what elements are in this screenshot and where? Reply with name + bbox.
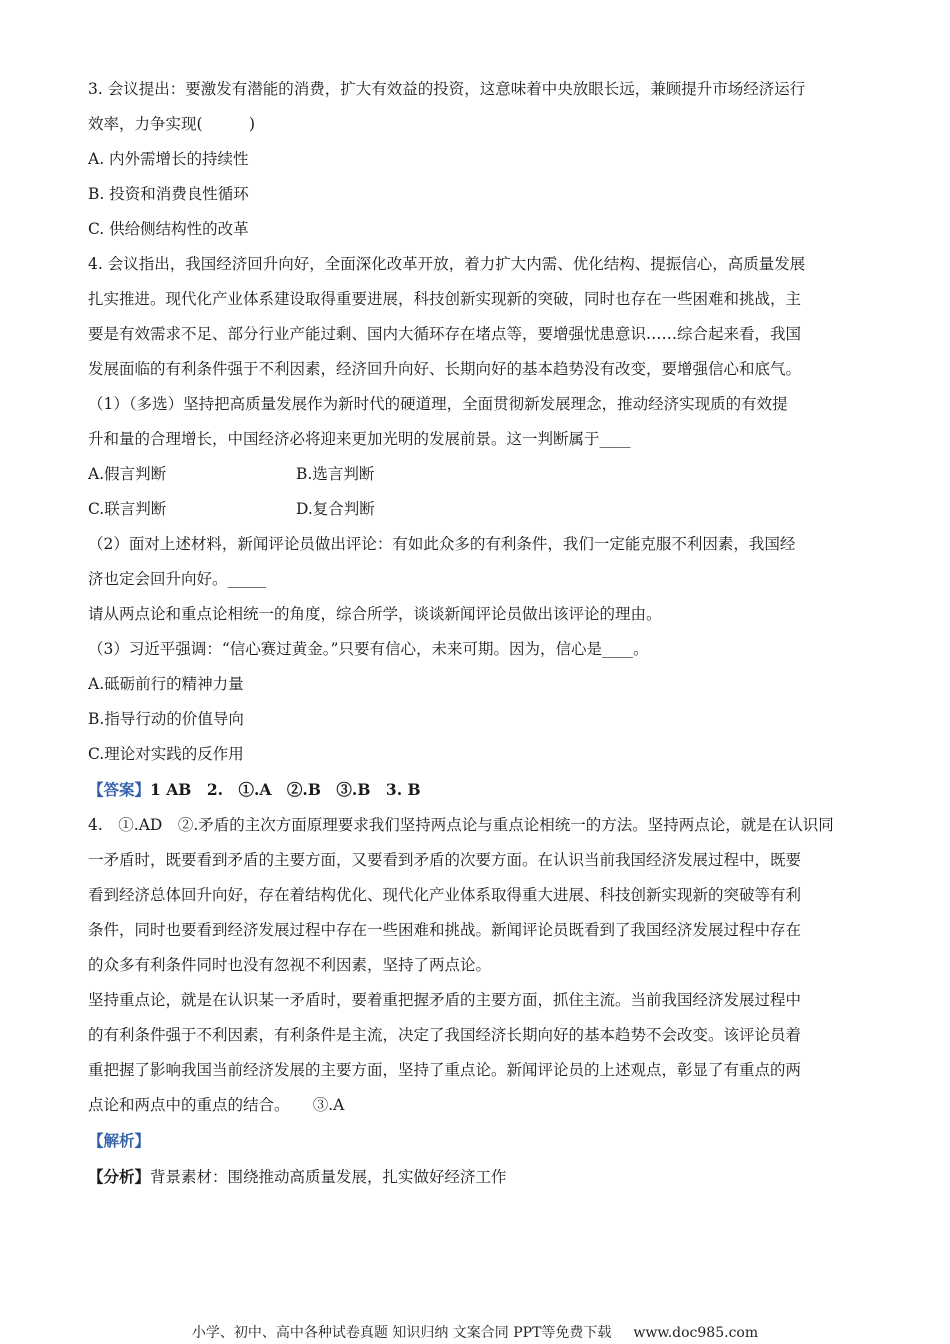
q3-stem-line2: 效率，力争实现( ) <box>88 115 256 133</box>
answer-body-line: 条件，同时也要看到经济发展过程中存在一些困难和挑战。新闻评论员既看到了我国经济发展过程中存在 <box>88 921 802 939</box>
q4-material-line: 要是有效需求不足、部分行业产能过剩、国内大循环存在堵点等，要增强忧患意识……综合起来看，我国 <box>88 325 802 343</box>
q3-stem-line1: 3. 会议提出：要激发有潜能的消费，扩大有效益的投资，这意味着中央放眼长远，兼顾提升市场经济运行 <box>88 80 806 98</box>
q4-sub2-line: 济也定会回升向好。_____ <box>88 570 267 588</box>
footer-url[interactable]: www.doc985.com <box>633 1325 759 1341</box>
fenxi-tag: 【分析】 <box>88 1167 151 1186</box>
q4-sub1-options-row1 <box>88 457 868 492</box>
answer-line <box>88 772 868 808</box>
q4-sub3-option-b: B.指导行动的价值导向 <box>88 710 244 728</box>
page-footer <box>0 1322 950 1342</box>
answer-body-line: 的有利条件强于不利因素，有利条件是主流，决定了我国经济长期向好的基本趋势不会改变。该评论员着 <box>88 1026 802 1044</box>
q4-sub1-option-d: D.复合判断 <box>296 500 375 518</box>
answer-body-line: 看到经济总体回升向好，存在着结构优化、现代化产业体系取得重大进展、科技创新实现新的突破等有利 <box>88 886 802 904</box>
q4-sub1-options-row2 <box>88 492 868 527</box>
q4-material-line: 扎实推进。现代化产业体系建设取得重要进展，科技创新实现新的突破，同时也存在一些困难和挑战，主 <box>88 290 802 308</box>
document-page <box>88 72 868 1195</box>
analysis-heading <box>88 1123 868 1159</box>
q3-option-c: C. 供给侧结构性的改革 <box>88 220 249 238</box>
answer-summary: 1 AB 2. ①.A ②.B ③.B 3. B <box>150 780 421 799</box>
q4-sub1-option-c: C.联言判断 <box>88 500 167 518</box>
analysis-fenxi-line <box>88 1159 868 1195</box>
q4-sub1-option-a: A.假言判断 <box>88 465 167 483</box>
answer-body-line: 点论和两点中的重点的结合。 ③.A <box>88 1096 345 1114</box>
q4-sub2-line: 请从两点论和重点论相统一的角度，综合所学，谈谈新闻评论员做出该评论的理由。 <box>88 605 662 623</box>
q4-sub1-line: （1）（多选）坚持把高质量发展作为新时代的硬道理，全面贯彻新发展理念，推动经济实现质的有效提 <box>88 395 788 413</box>
answer-body-line: 4. ①.AD ②.矛盾的主次方面原理要求我们坚持两点论与重点论相统一的方法。坚持两点论，就是在认识同 <box>88 816 834 834</box>
analysis-tag: 【解析】 <box>88 1131 151 1150</box>
q4-sub1-line: 升和量的合理增长，中国经济必将迎来更加光明的发展前景。这一判断属于____ <box>88 430 631 448</box>
q3-option-b: B. 投资和消费良性循环 <box>88 185 249 203</box>
footer-text: 小学、初中、高中各种试卷真题 知识归纳 文案合同 PPT等免费下载 <box>191 1325 612 1341</box>
answer-body-line: 的众多有利条件同时也没有忽视不利因素，坚持了两点论。 <box>88 956 492 974</box>
q4-sub3-line: （3）习近平强调：“信心赛过黄金。”只要有信心，未来可期。因为，信心是____。 <box>88 640 649 658</box>
q4-sub2-line: （2）面对上述材料，新闻评论员做出评论：有如此众多的有利条件，我们一定能克服不利因素，我国经 <box>88 535 796 553</box>
q4-sub3-option-c: C.理论对实践的反作用 <box>88 745 244 763</box>
q4-sub3-option-a: A.砥砺前行的精神力量 <box>88 675 244 693</box>
q3-option-a: A. 内外需增长的持续性 <box>88 150 249 168</box>
q4-sub1-option-b: B.选言判断 <box>296 465 375 483</box>
answer-tag: 【答案】 <box>88 780 151 799</box>
fenxi-text: 背景素材：围绕推动高质量发展，扎实做好经济工作 <box>150 1168 507 1186</box>
q4-material-line: 4. 会议指出，我国经济回升向好，全面深化改革开放，着力扩大内需、优化结构、提振信心，高质量发展 <box>88 255 806 273</box>
answer-body-line: 坚持重点论，就是在认识某一矛盾时，要着重把握矛盾的主要方面，抓住主流。当前我国经济发展过程中 <box>88 991 802 1009</box>
q4-material-line: 发展面临的有利条件强于不利因素，经济回升向好、长期向好的基本趋势没有改变，要增强信心和底气。 <box>88 360 802 378</box>
answer-body-line: 一矛盾时，既要看到矛盾的主要方面，又要看到矛盾的次要方面。在认识当前我国经济发展过程中，既要 <box>88 851 802 869</box>
answer-body-line: 重把握了影响我国当前经济发展的主要方面，坚持了重点论。新闻评论员的上述观点，彰显了有重点的两 <box>88 1061 802 1079</box>
